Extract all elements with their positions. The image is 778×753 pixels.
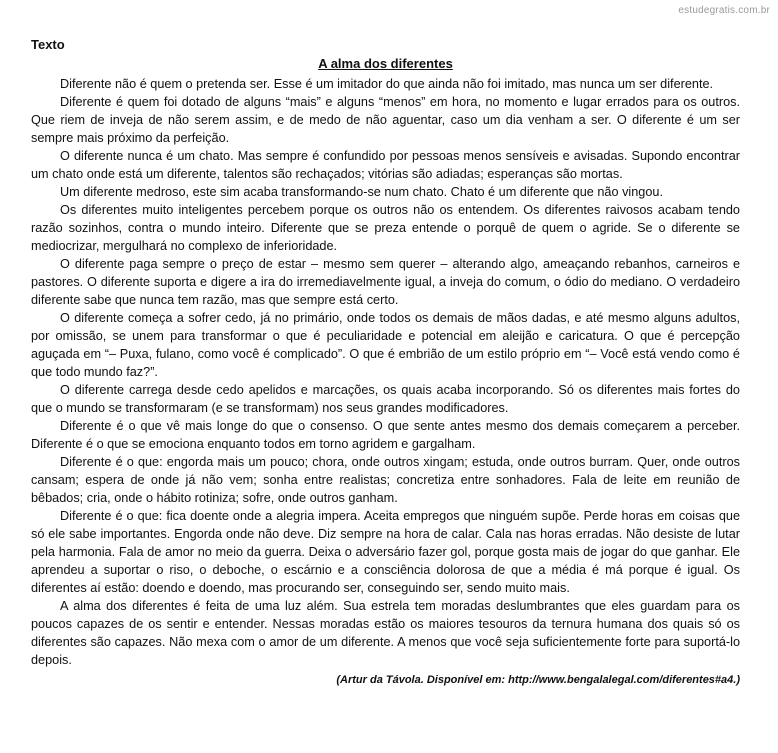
paragraph-3: O diferente nunca é um chato. Mas sempre é confundido por pessoas menos sensíveis e avisadas. Supondo encontrar um chato onde está um diferente, talentos são rechaçados; vitórias são adiadas; esperanças são mortas. bbox=[31, 149, 740, 181]
paragraph-8: O diferente carrega desde cedo apelidos e marcações, os quais acaba incorporando. Só os diferentes mais fortes do que o mundo se transformaram (e se transformam) nos seus grandes modificadores. bbox=[31, 383, 740, 415]
site-watermark: estudegratis.com.br bbox=[678, 5, 770, 16]
paragraph-11: Diferente é o que: fica doente onde a alegria impera. Aceita empregos que ninguém supõe. Perde horas em coisas que só ele sabe importantes. Engorda onde não deve. Diz sempre na hora de calar. Cala nas horas erradas. Não desiste de lutar pela harmonia. Fala de amor no meio da guerra. Deixa o adversário fazer gol, porque gosta mais de jogar do que ganhar. Ele aprendeu a suportar o riso, o deboche, o escárnio e a consciência dolorosa de que a média é má porque é igual. Os diferentes aí estão: doendo e doendo, mas procurando ser, conseguindo ser, sendo muito mais. bbox=[31, 509, 740, 595]
paragraph-9: Diferente é o que vê mais longe do que o consenso. O que sente antes mesmo dos demais começarem a perceber. Diferente é o que se emociona enquanto todos em torno agridem e gargalham. bbox=[31, 419, 740, 451]
paragraph-6: O diferente paga sempre o preço de estar – mesmo sem querer – alterando algo, ameaçando rebanhos, carneiros e pastores. O diferente suporta e digere a ira do irremediavelmente igual, a inveja do comum, o ódio do mediano. O verdadeiro diferente sabe que nunca tem razão, mas que sempre está certo. bbox=[31, 257, 740, 307]
paragraph-4: Um diferente medroso, este sim acaba transformando-se num chato. Chato é um diferente que não vingou. bbox=[60, 185, 663, 199]
source-citation: (Artur da Távola. Disponível em: http://www.bengalalegal.com/diferentes#a4.) bbox=[336, 674, 740, 686]
paragraph-2: Diferente é quem foi dotado de alguns “mais” e alguns “menos” em hora, no momento e lugar errados para os outros. Que riem de inveja de não serem assim, e de medo de não aguentar, caso um dia venham a ser. O diferente é um ser sempre mais próximo da perfeição. bbox=[31, 95, 740, 145]
paragraph-7: O diferente começa a sofrer cedo, já no primário, onde todos os demais de mãos dadas, e até mesmo alguns adultos, por omissão, se unem para transformar o que é peculiaridade e potencial em aleijão e caricatura. O que é percepção aguçada em “– Puxa, fulano, como você é complicado”. O que é embrião de um estilo próprio em “– Você está vendo como é que todo mundo faz?”. bbox=[31, 311, 740, 379]
document-body bbox=[31, 37, 740, 687]
paragraph-1: Diferente não é quem o pretenda ser. Esse é um imitador do que ainda não foi imitado, mas nunca um ser diferente. bbox=[60, 77, 714, 91]
paragraph-5: Os diferentes muito inteligentes percebem porque os outros não os entendem. Os diferentes raivosos acabam tendo razão sozinhos, contra o mundo inteiro. Diferente que se preza entende o porquê de quem o agride. Se o diferente se mediocrizar, mergulhará no complexo de inferioridade. bbox=[31, 203, 740, 253]
paragraph-12: A alma dos diferentes é feita de uma luz além. Sua estrela tem moradas deslumbrantes que eles guardam para os poucos capazes de os sentir e entender. Nessas moradas estão os maiores tesouros da ternura humana dos quais só os diferentes são capazes. Não mexa com o amor de um diferente. A menos que você seja suficientemente forte para suportá-lo depois. bbox=[31, 599, 740, 667]
text-title: A alma dos diferentes bbox=[318, 56, 453, 71]
section-label: Texto bbox=[31, 37, 65, 52]
paragraph-10: Diferente é o que: engorda mais um pouco; chora, onde outros xingam; estuda, onde outros burram. Quer, onde outros cansam; espera de onde já não vem; sonha entre realistas; concretiza entre sonhadores. Fala de leite em reunião de bêbados; cria, onde o hábito rotiniza; sofre, onde outros ganham. bbox=[31, 455, 740, 505]
